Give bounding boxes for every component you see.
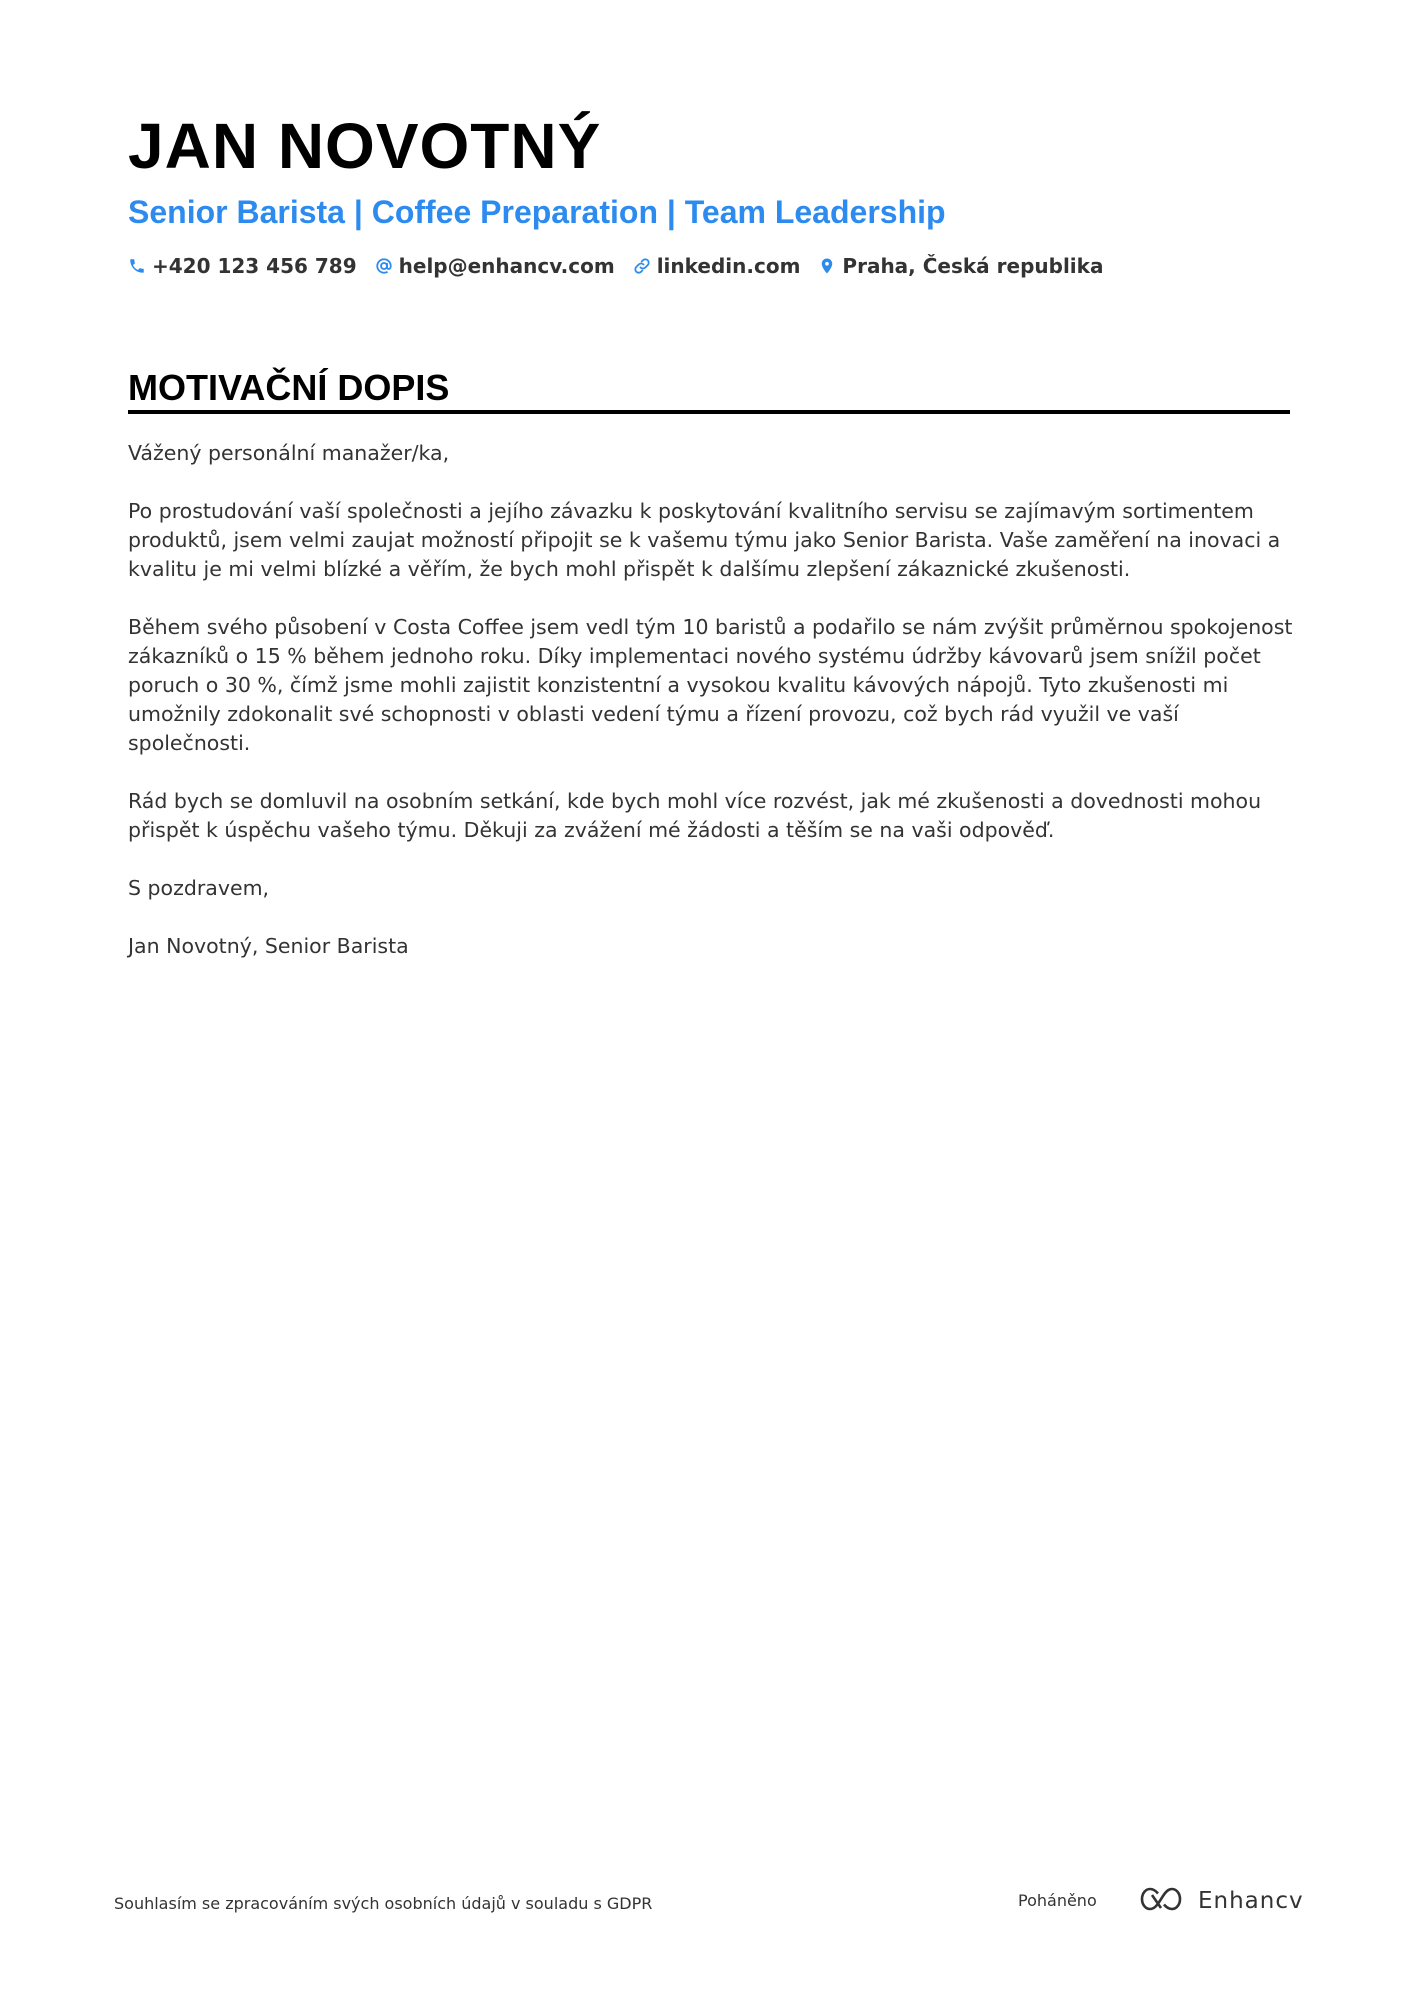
contact-location-text: Praha, Česká republika [842,254,1104,278]
letter-paragraph: Rád bych se domluvil na osobním setkání, kde bych mohl více rozvést, jak mé zkušenosti a dovednosti mohou přispět k úspěchu vašeho týmu. Děkuji za zvážení mé žádosti a těším se na vaši odpověď. [128,789,1262,842]
contact-email[interactable] [375,254,615,278]
letter-paragraph: Po prostudování vaší společnosti a jejího závazku k poskytování kvalitního servisu se zajímavým sortimentem produktů, jsem velmi zaujat možností připojit se k vašemu týmu jako Senior Barista. Vaše zaměření na inovaci a kvalitu je mi velmi blízké a věřím, že bych mohl přispět k dalšímu zlepšení zákaznické zkušenosti. [128,499,1281,581]
link-icon [633,257,651,275]
letter-signature: Jan Novotný, Senior Barista [128,934,409,958]
contact-linkedin[interactable] [633,254,801,278]
enhancv-brand-name: Enhancv [1198,1888,1304,1914]
contact-phone-text: +420 123 456 789 [152,254,357,278]
enhancv-logo-icon [1138,1884,1186,1918]
candidate-title: Senior Barista | Coffee Preparation | Team Leadership [128,194,946,230]
enhancv-logo[interactable] [1138,1884,1304,1918]
contact-phone[interactable] [128,254,357,278]
contact-linkedin-text: linkedin.com [656,254,801,278]
section-title: MOTIVAČNÍ DOPIS [128,367,450,408]
phone-icon [128,257,146,275]
letter-body [128,439,1296,990]
letter-salutation: Vážený personální manažer/ka, [128,441,450,465]
contact-info [128,254,1103,278]
candidate-name: JAN NOVOTNÝ [128,110,602,182]
gdpr-consent: Souhlasím se zpracováním svých osobních údajů v souladu s GDPR [114,1894,653,1913]
section-divider [128,410,1290,414]
letter-closing: S pozdravem, [128,876,270,900]
at-icon [375,257,393,275]
powered-by-label: Poháněno [1018,1891,1097,1910]
contact-location [818,254,1103,278]
letter-paragraph: Během svého působení v Costa Coffee jsem vedl tým 10 baristů a podařilo se nám zvýšit průměrnou spokojenost zákazníků o 15 % během jednoho roku. Díky implementaci nového systému údržby kávovarů jsem snížil počet poruch o 30 %, čímž jsme mohli zajistit konzistentní a vysokou kvalitu kávových nápojů. Tyto zkušenosti mi umožnily zdokonalit své schopnosti v oblasti vedení týmu a řízení provozu, což bych rád využil ve vaší společnosti. [128,615,1293,755]
contact-email-text: help@enhancv.com [398,254,615,278]
location-pin-icon [818,257,836,275]
